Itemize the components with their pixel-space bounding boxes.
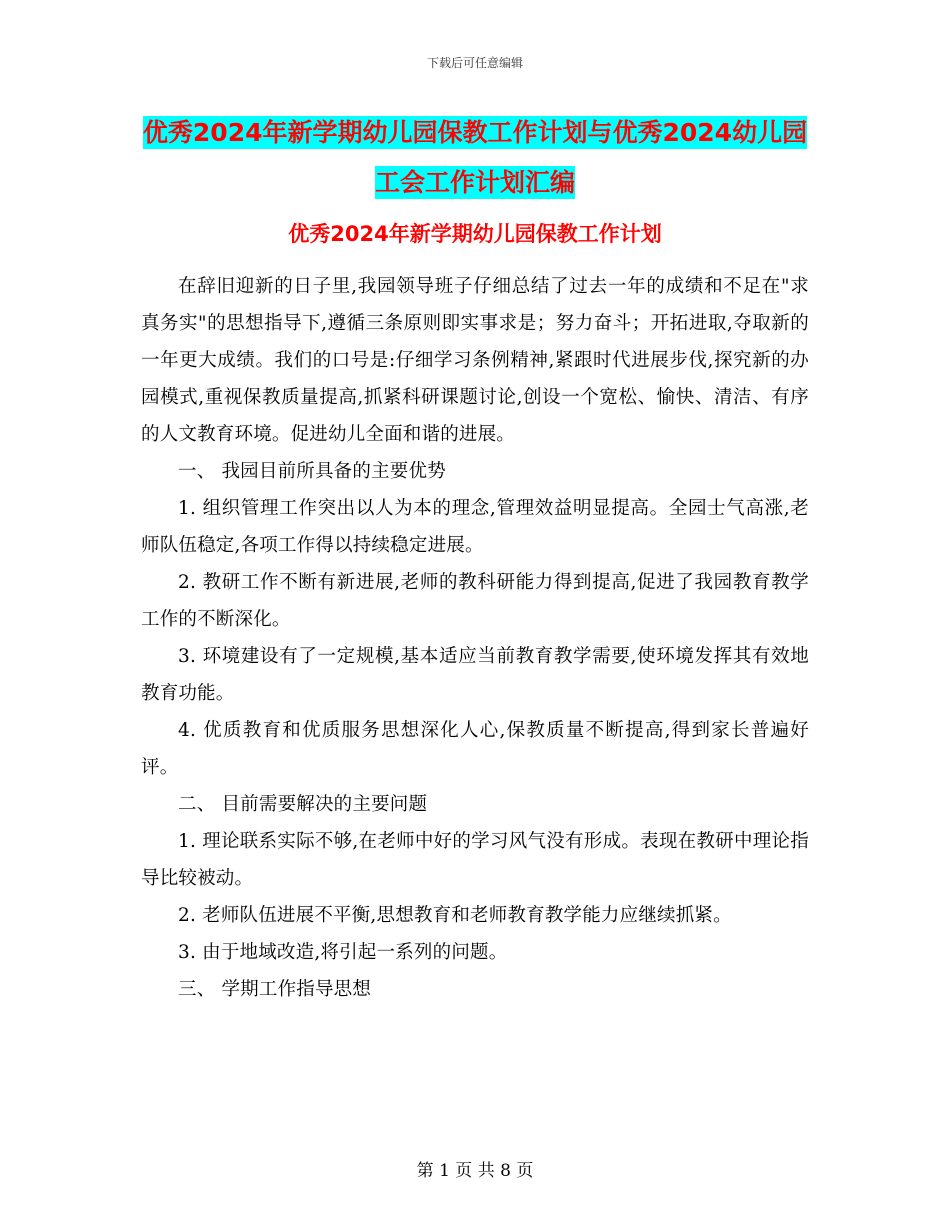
document-body	[141, 268, 809, 1008]
paragraph-intro: 在辞旧迎新的日子里,我园领导班子仔细总结了过去一年的成绩和不足在"求真务实"的思想指导下,遵循三条原则即实事求是；努力奋斗；开拓进取,夺取新的一年更大成绩。我们的口号是:仔细学习条例精神,紧跟时代进展步伐,探究新的办园模式,重视保教质量提高,抓紧科研课题讨论,创设一个宽松、愉快、清洁、有序的人文教育环境。促进幼儿全面和谐的进展。	[141, 276, 809, 445]
paragraph-problem-3: 3. 由于地域改造,将引起一系列的问题。	[178, 942, 508, 963]
main-title-text: 优秀2024年新学期幼儿园保教工作计划与优秀2024幼儿园工会工作计划汇编	[142, 118, 808, 197]
paragraph-problem-1: 1. 理论联系实际不够,在老师中好的学习风气没有形成。表现在教研中理论指导比较被动。	[141, 831, 809, 889]
paragraph-advantage-1: 1. 组织管理工作突出以人为本的理念,管理效益明显提高。全园士气高涨,老师队伍稳定,各项工作得以持续稳定进展。	[141, 498, 809, 556]
paragraph-advantage-3: 3. 环境建设有了一定规模,基本适应当前教育教学需要,使环境发挥其有效地教育功能。	[141, 646, 809, 704]
section-title: 优秀2024年新学期幼儿园保教工作计划	[288, 222, 662, 246]
page-number-footer: 第 1 页 共 8 页	[416, 1161, 534, 1181]
heading-advantages: 一、 我园目前所具备的主要优势	[178, 461, 446, 482]
heading-guiding-ideology: 三、 学期工作指导思想	[178, 979, 372, 1000]
page-header-note: 下载后可任意编辑	[426, 56, 523, 70]
paragraph-advantage-2: 2. 教研工作不断有新进展,老师的教科研能力得到提高,促进了我园教育教学工作的不断深化。	[141, 572, 809, 630]
paragraph-advantage-4: 4. 优质教育和优质服务思想深化人心,保教质量不断提高,得到家长普遍好评。	[141, 720, 809, 778]
heading-problems: 二、 目前需要解决的主要问题	[178, 794, 428, 815]
document-main-title	[140, 108, 810, 208]
paragraph-problem-2: 2. 老师队伍进展不平衡,思想教育和老师教育教学能力应继续抓紧。	[178, 905, 732, 926]
